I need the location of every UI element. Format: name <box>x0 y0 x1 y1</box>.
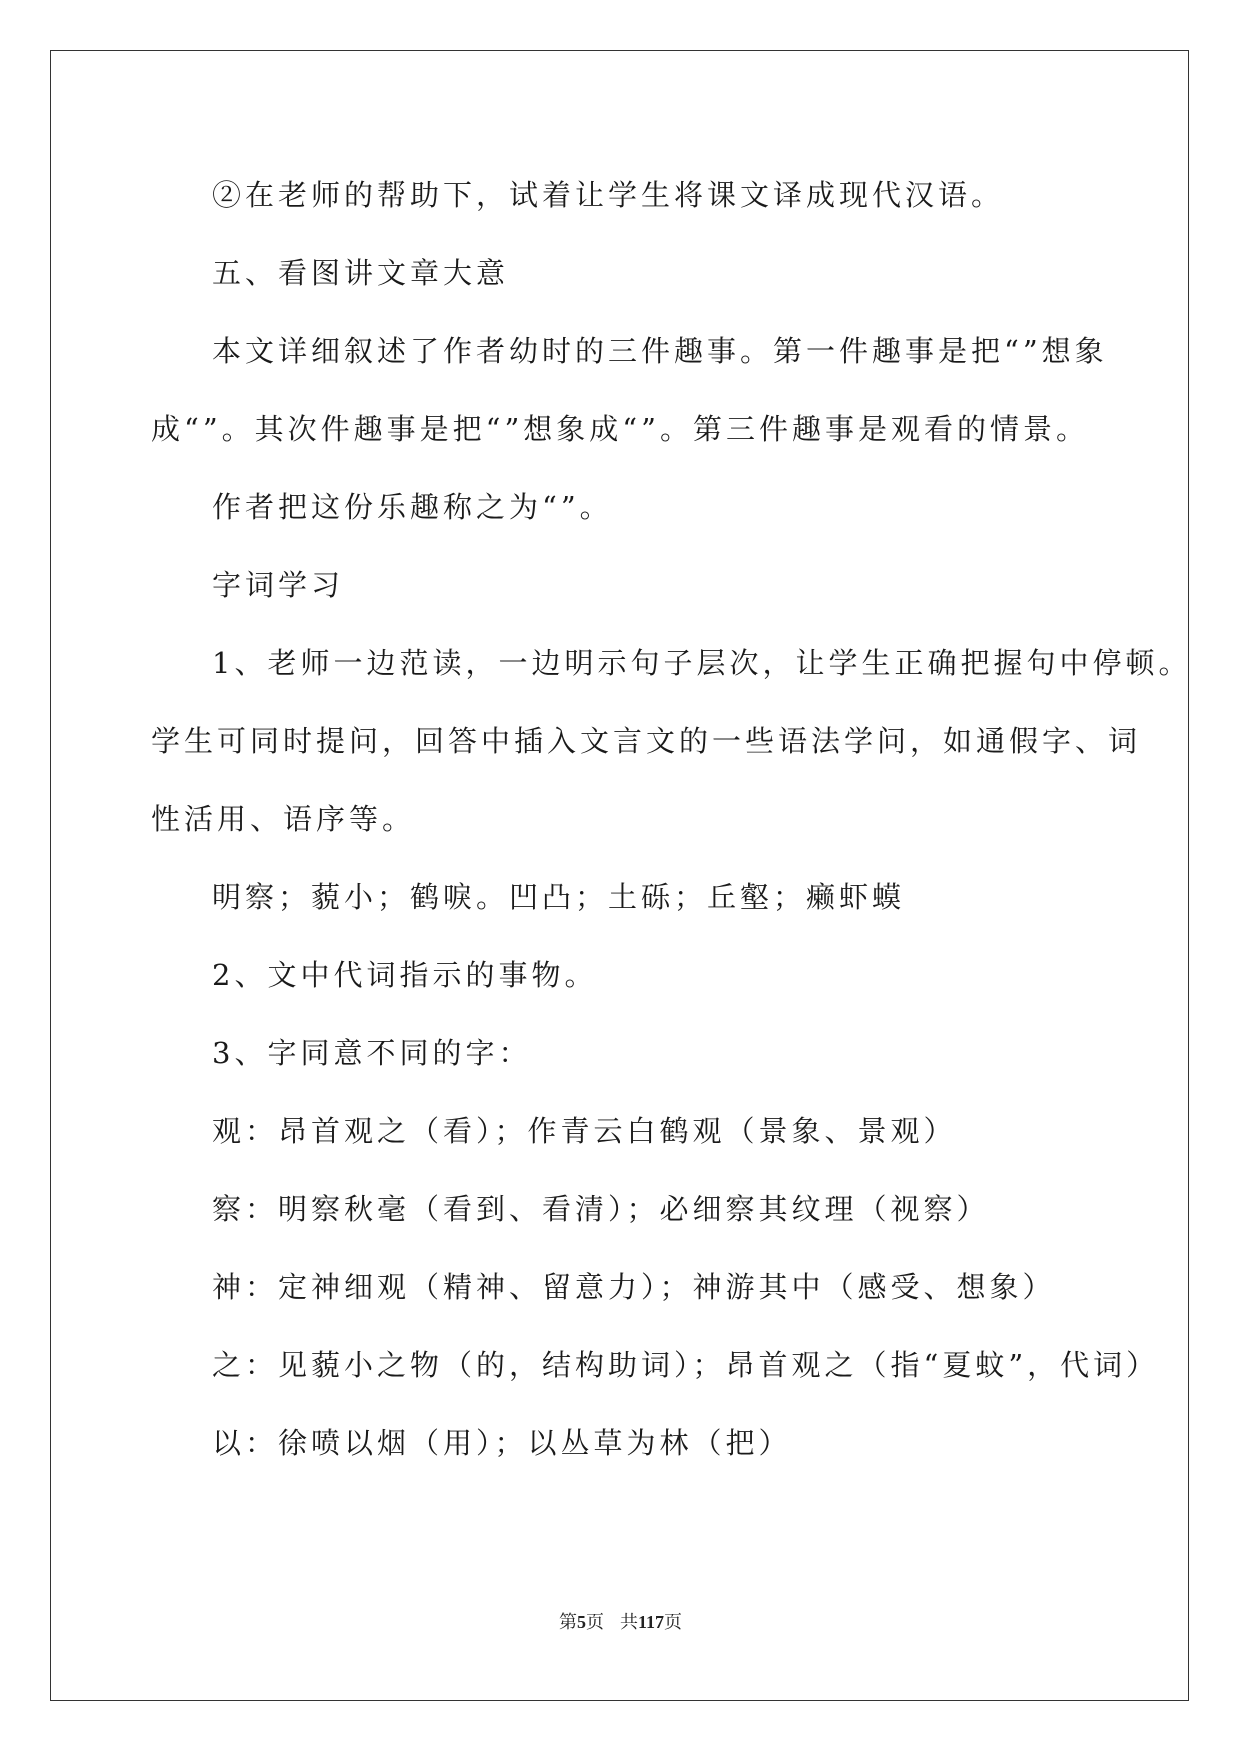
vocabulary-line: 明察；藐小；鹤唳。凹凸；土砾；丘壑；癞虾蟆 <box>212 880 906 914</box>
paragraph-line: 2、文中代词指示的事物。 <box>212 958 598 992</box>
footer-page-prefix: 第 <box>558 1612 577 1633</box>
paragraph-line: 3、字同意不同的字： <box>212 1036 532 1070</box>
page-footer <box>0 1610 1241 1635</box>
definition-line: 以：徐喷以烟（用）；以丛草为林（把） <box>212 1426 792 1460</box>
footer-page-suffix: 页 <box>585 1612 604 1633</box>
footer-total-prefix: 共 <box>619 1612 638 1633</box>
footer-total-pages: 117 <box>637 1612 664 1632</box>
definition-line: 察：明察秋毫（看到、看清）；必细察其纹理（视察） <box>212 1192 990 1226</box>
footer-page-number: 5 <box>576 1612 586 1632</box>
section-heading: 字词学习 <box>212 568 345 602</box>
paragraph-line: 学生可同时提问，回答中插入文言文的一些语法学问，如通假字、词 <box>151 724 1142 758</box>
footer-total-suffix: 页 <box>664 1612 682 1633</box>
paragraph-line: 成“”。其次件趣事是把“”想象成“”。第三件趣事是观看的情景。 <box>151 412 1089 446</box>
definition-line: 之：见藐小之物（的，结构助词）；昂首观之（指“夏蚊”，代词） <box>212 1348 1160 1382</box>
paragraph-line: 性活用、语序等。 <box>151 802 416 836</box>
paragraph-line: 作者把这份乐趣称之为“”。 <box>212 490 613 524</box>
definition-line: 观：昂首观之（看）；作青云白鹤观（景象、景观） <box>212 1114 957 1148</box>
paragraph-line: 本文详细叙述了作者幼时的三件趣事。第一件趣事是把“”想象 <box>212 334 1108 368</box>
definition-line: 神：定神细观（精神、留意力）；神游其中（感受、想象） <box>212 1270 1056 1304</box>
section-heading: 五、看图讲文章大意 <box>212 256 510 290</box>
paragraph-line: 1、老师一边范读，一边明示句子层次，让学生正确把握句中停顿。 <box>212 646 1192 680</box>
paragraph-line: ②在老师的帮助下，试着让学生将课文译成现代汉语。 <box>212 178 1005 212</box>
